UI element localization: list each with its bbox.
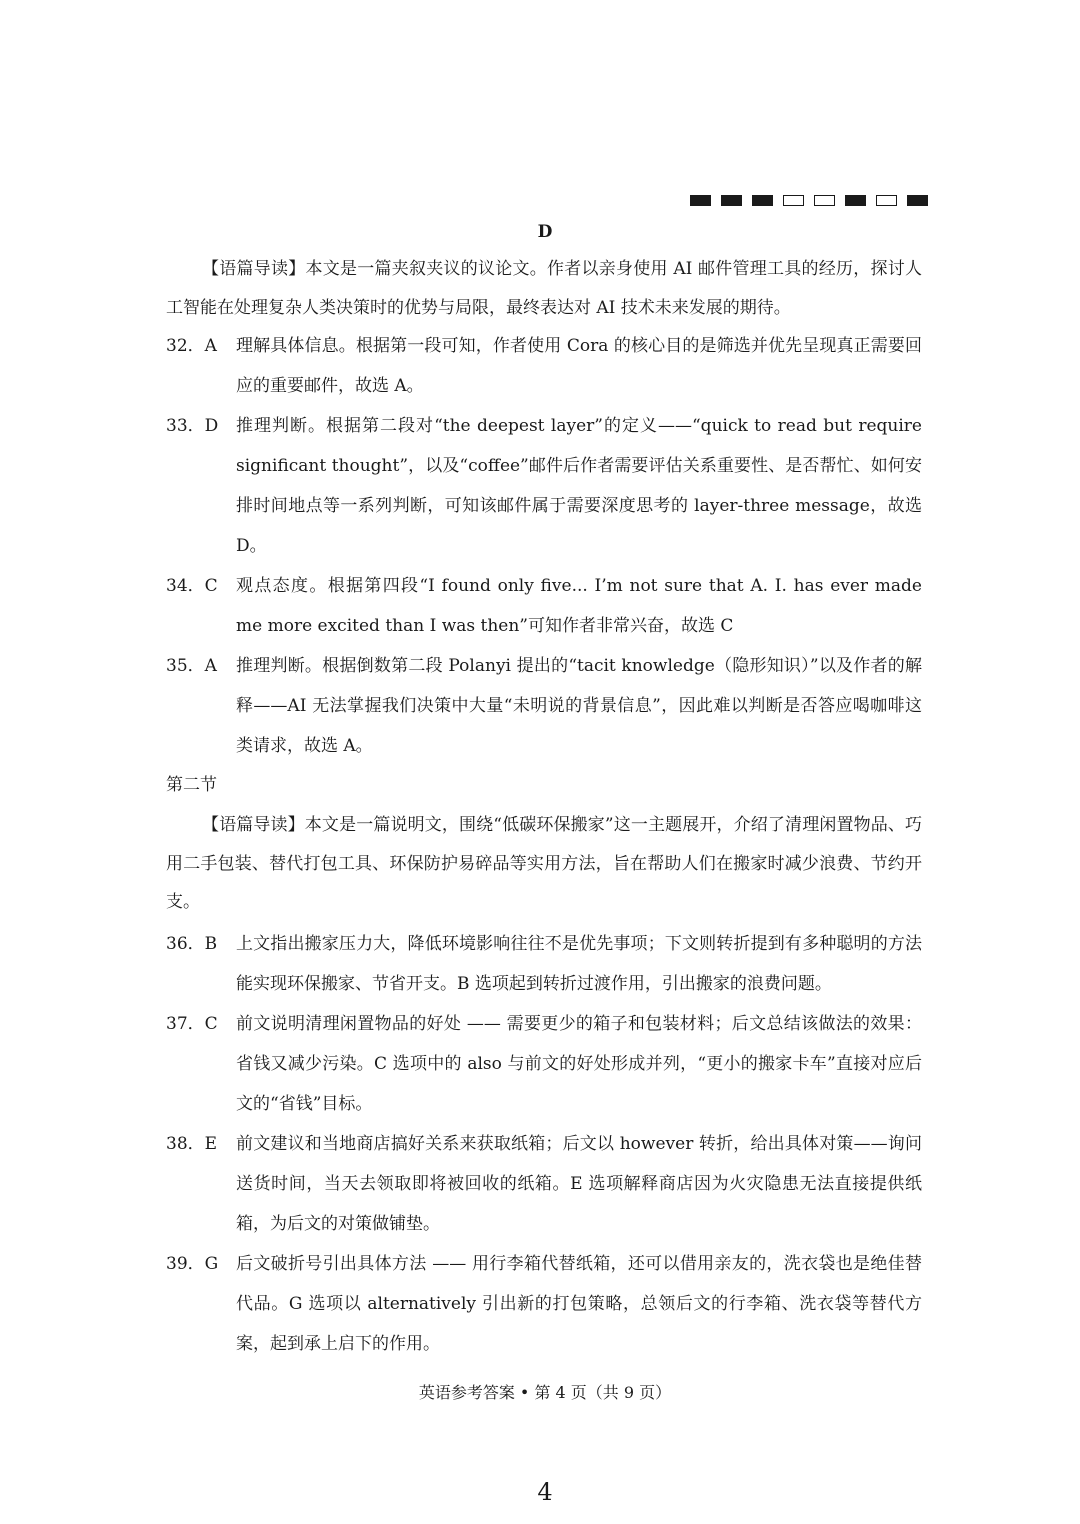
answer-item	[166, 566, 922, 646]
answer-number: 39．G	[166, 1254, 219, 1274]
header-mark	[845, 195, 866, 206]
header-mark	[690, 195, 711, 206]
header-mark	[907, 195, 928, 206]
section2-intro: 【语篇导读】本文是一篇说明文，围绕“低碳环保搬家”这一主题展开，介绍了清理闲置物品、巧用二手包装、替代打包工具、环保防护易碎品等实用方法，旨在帮助人们在搬家时减少浪费、节约开支。	[166, 815, 922, 912]
answer-item	[166, 326, 922, 406]
answer-number: 37．C	[166, 1014, 218, 1034]
answer-item	[166, 406, 922, 566]
answer-number: 33．D	[166, 416, 219, 436]
header-mark	[721, 195, 742, 206]
answer-text: 推理判断。根据倒数第二段 Polanyi 提出的“tacit knowledge（隐形知识）”以及作者的解释——AI 无法掌握我们决策中大量“未明说的背景信息”，因此难以判断是否答应喝咖啡这类请求，故选 A。	[236, 656, 922, 756]
page-number: 4	[537, 1478, 553, 1506]
section-letter: D	[537, 222, 553, 242]
answer-item	[166, 1004, 922, 1124]
answer-text: 前文建议和当地商店搞好关系来获取纸箱；后文以 however 转折，给出具体对策——询问送货时间，当天去领取即将被回收的纸箱。E 选项解释商店因为火灾隐患无法直接提供纸箱，为后文的对策做铺垫。	[236, 1134, 922, 1234]
answer-text: 理解具体信息。根据第一段可知，作者使用 Cora 的核心目的是筛选并优先呈现真正需要回应的重要邮件，故选 A。	[236, 336, 922, 396]
answer-text: 后文破折号引出具体方法 —— 用行李箱代替纸箱，还可以借用亲友的，洗衣袋也是绝佳替代品。G 选项以 alternatively 引出新的打包策略，总领后文的行李箱、洗衣袋等替代方案，起到承上启下的作用。	[236, 1254, 922, 1354]
answer-number: 35．A	[166, 656, 217, 676]
section-heading: 第二节	[166, 775, 217, 795]
answer-item	[166, 1244, 922, 1364]
page-footer: 英语参考答案 • 第 4 页（共 9 页）	[418, 1383, 672, 1402]
answer-number: 32．A	[166, 336, 217, 356]
answer-item	[166, 1124, 922, 1244]
header-marks	[690, 195, 928, 206]
header-mark	[752, 195, 773, 206]
answer-text: 前文说明清理闲置物品的好处 —— 需要更少的箱子和包装材料；后文总结该做法的效果：省钱又减少污染。C 选项中的 also 与前文的好处形成并列，“更小的搬家卡车”直接对应后文的“省钱”目标。	[236, 1014, 922, 1114]
header-mark	[814, 195, 835, 206]
answer-number: 34．C	[166, 576, 218, 596]
answer-number: 38．E	[166, 1134, 218, 1154]
answer-item	[166, 646, 922, 766]
answer-text: 上文指出搬家压力大，降低环境影响往往不是优先事项；下文则转折提到有多种聪明的方法能实现环保搬家、节省开支。B 选项起到转折过渡作用，引出搬家的浪费问题。	[236, 934, 922, 994]
answer-text: 推理判断。根据第二段对“the deepest layer”的定义——“quick to read but require significant thought”，以及“coffee”邮件后作者需要评估关系重要性、是否帮忙、如何安排时间地点等一系列判断，可知该邮件属于需要深度思考的 layer-three message，故选 D。	[236, 416, 922, 556]
answer-text: 观点态度。根据第四段“I found only five... I’m not sure that A. I. has ever made me more excited than I was then”可知作者非常兴奋，故选 C	[236, 576, 922, 636]
answer-number: 36．B	[166, 934, 218, 954]
passage-d-intro: 【语篇导读】本文是一篇夹叙夹议的议论文。作者以亲身使用 AI 邮件管理工具的经历，探讨人工智能在处理复杂人类决策时的优势与局限，最终表达对 AI 技术未来发展的期待。	[166, 259, 922, 318]
header-mark	[783, 195, 804, 206]
header-mark	[876, 195, 897, 206]
answer-item	[166, 924, 922, 1004]
